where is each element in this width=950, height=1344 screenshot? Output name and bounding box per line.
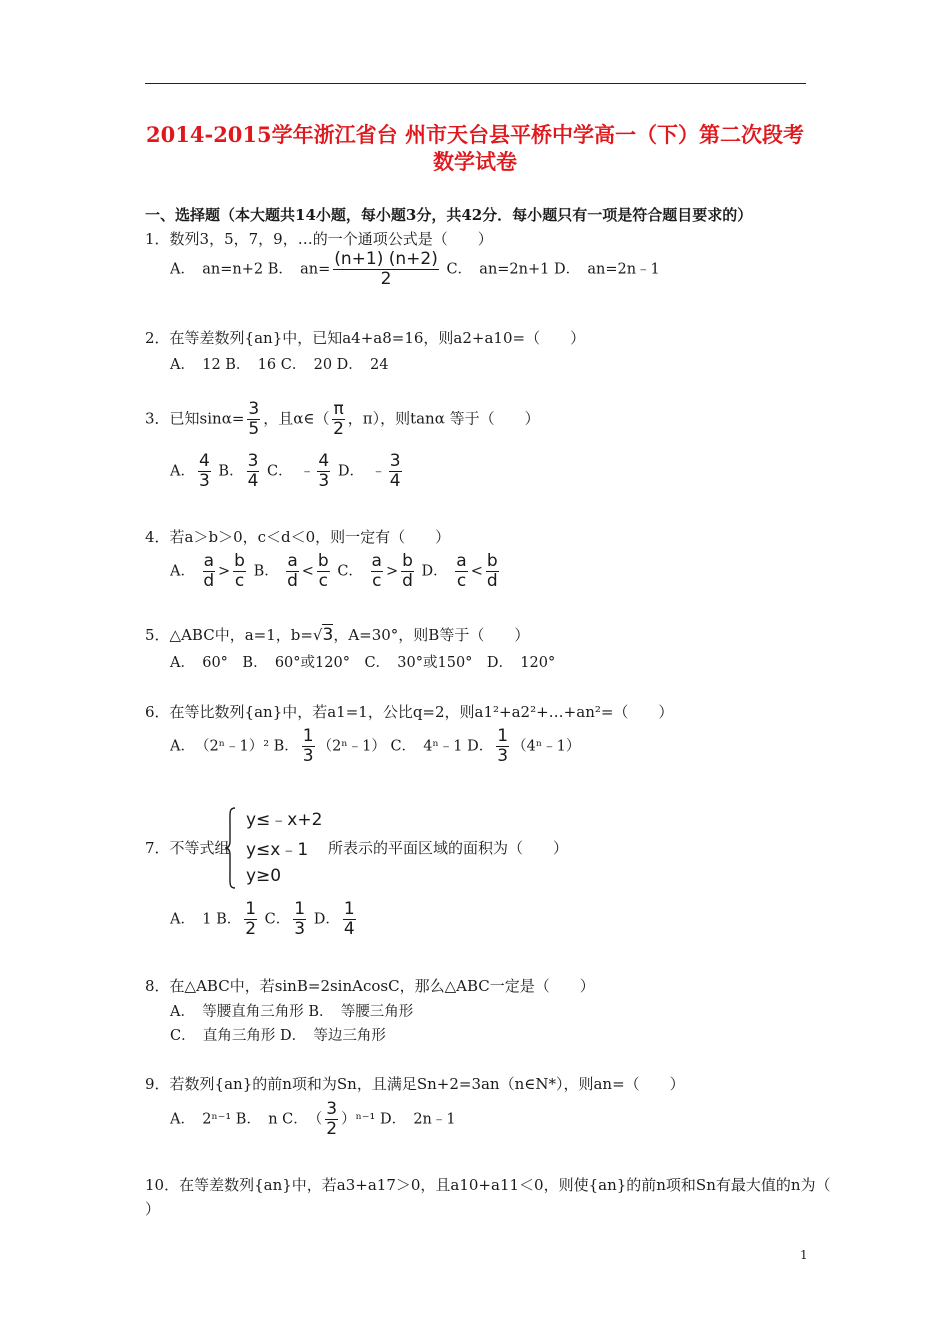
question-1-stem: 1．数列3，5，7，9，…的一个通项公式是（ ） xyxy=(145,230,493,248)
q6-option-d-expr: （4ⁿ﹣1） xyxy=(512,738,581,755)
question-7-options xyxy=(170,900,359,939)
q3-option-a: A． xyxy=(170,463,195,480)
question-5-stem xyxy=(145,624,529,645)
inequality-line-2: y≤x﹣1 xyxy=(246,840,309,860)
q4-option-b: B． xyxy=(253,563,279,580)
exam-title-line2: 数学试卷 xyxy=(433,149,517,174)
question-1-options xyxy=(170,250,660,289)
q3-bn: 3 xyxy=(247,451,259,471)
question-10-line2: ） xyxy=(145,1200,161,1218)
q3-suffix: ，π），则tanα 等于（ ） xyxy=(347,409,540,428)
q6-option-b: B． xyxy=(273,738,299,755)
question-7-suffix: 所表示的平面区域的面积为（ ） xyxy=(328,839,569,857)
q3-dd: 4 xyxy=(389,471,401,491)
q4-b-frac-right: $\frac{b}{c}$ xyxy=(317,551,329,591)
q3-cn: 4 xyxy=(318,451,330,471)
q6-b-den: 3 xyxy=(302,746,314,766)
q7-option-c: C． xyxy=(264,911,291,928)
q5-prefix: 5．△ABC中，a=1，b= xyxy=(145,626,313,644)
q3-n2: π xyxy=(333,399,344,419)
q3-sin-fraction xyxy=(247,400,260,439)
q1-option-b-label: B． an= xyxy=(267,261,331,278)
q3-c-fraction xyxy=(317,452,330,491)
question-6-stem: 6．在等比数列{an}中，若a1=1，公比q=2，则a1²+a2²+…+an²=（ ） xyxy=(145,703,674,721)
question-6-options xyxy=(170,727,580,766)
q6-option-b-expr: （2ⁿ﹣1） xyxy=(317,738,386,755)
q9-option-b: B． n xyxy=(235,1111,278,1128)
sqrt-icon: √ xyxy=(312,626,323,644)
question-3-stem xyxy=(145,400,540,439)
q4-d-frac-left: $\frac{a}{c}$ xyxy=(456,551,467,591)
q3-d2: 2 xyxy=(333,419,344,439)
q5-suffix: ，A=30°，则B等于（ ） xyxy=(333,626,530,644)
q7-cd: 3 xyxy=(294,919,306,939)
q3-an: 4 xyxy=(198,451,210,471)
question-4-stem: 4．若a＞b＞0，c＜d＜0，则一定有（ ） xyxy=(145,528,451,546)
question-2-options: A． 12 B． 16 C． 20 D． 24 xyxy=(170,357,389,373)
q3-d1: 5 xyxy=(248,419,260,439)
q6-option-d: D． xyxy=(467,738,494,755)
question-9-options xyxy=(170,1100,456,1139)
question-7-prefix: 7．不等式组 xyxy=(145,839,230,857)
q9-option-c-exp: ）ⁿ⁻¹ xyxy=(341,1111,376,1128)
question-8-options-row1: A． 等腰直角三角形 B． 等腰三角形 xyxy=(170,1004,414,1020)
q3-n1: 3 xyxy=(248,399,260,419)
q4-d-frac-right: $\frac{b}{d}$ xyxy=(486,551,498,591)
exam-title-line1: 2014-2015学年浙江省台 州市天台县平桥中学高一（下）第二次段考 xyxy=(146,122,804,147)
inequality-line-1: y≤﹣x+2 xyxy=(246,810,323,830)
q7-bn: 1 xyxy=(245,899,257,919)
q7-cn: 1 xyxy=(294,899,306,919)
q6-d-den: 3 xyxy=(497,746,509,766)
q9-cd: 2 xyxy=(326,1119,338,1139)
q4-c-frac-right: $\frac{b}{d}$ xyxy=(402,551,413,591)
q3-mid: ，且α∈（ xyxy=(263,409,330,428)
question-10-line1: 10．在等差数列{an}中，若a3+a17＞0，且a10+a11＜0，则使{an}的前n项和Sn有最大值的n为（ xyxy=(145,1176,831,1194)
q7-b-fraction xyxy=(244,900,257,939)
q9-option-a: A． 2ⁿ⁻¹ xyxy=(170,1111,232,1128)
q6-option-a: A． （2ⁿ﹣1）² xyxy=(170,738,270,755)
q7-dn: 1 xyxy=(343,899,355,919)
q1-option-d: D． an=2n﹣1 xyxy=(553,261,660,278)
page-number: 1 xyxy=(800,1248,808,1262)
q3-a-fraction xyxy=(198,452,211,491)
q3-pi-fraction xyxy=(332,400,344,439)
q1-option-b-fraction xyxy=(333,250,439,289)
q6-d-fraction xyxy=(496,727,509,766)
question-3-options xyxy=(170,452,405,491)
question-9-stem: 9．若数列{an}的前n项和为Sn，且满足Sn+2=3an（n∈N*），则an=（ ） xyxy=(145,1075,685,1093)
q7-option-b: B． xyxy=(216,911,242,928)
q3-option-d: D． ﹣ xyxy=(337,463,386,480)
section-heading: 一、选择题（本大题共14小题，每小题3分，共42分．每小题只有一项是符合题目要求的） xyxy=(145,206,753,224)
q4-option-d: D． xyxy=(421,563,448,580)
q9-cn: 3 xyxy=(326,1099,338,1119)
question-5-options: A． 60° B． 60°或120° C． 30°或150° D． 120° xyxy=(170,655,556,671)
q7-bd: 2 xyxy=(245,919,257,939)
q7-c-fraction xyxy=(293,900,306,939)
q3-cd: 3 xyxy=(318,471,330,491)
inequality-line-3: y≥0 xyxy=(246,866,282,886)
q3-d-fraction xyxy=(389,452,402,491)
q7-option-d: D． xyxy=(313,911,340,928)
q6-b-num: 1 xyxy=(302,726,314,746)
q4-c-frac-left: $\frac{a}{c}$ xyxy=(371,551,382,591)
q7-d-fraction xyxy=(343,900,356,939)
q4-b-frac-left: $\frac{a}{d}$ xyxy=(287,551,298,591)
q4-a-frac-right: $\frac{b}{c}$ xyxy=(234,551,245,591)
q6-option-c: C． 4ⁿ﹣1 xyxy=(390,738,463,755)
q7-dd: 4 xyxy=(343,919,355,939)
q4-option-c: C． xyxy=(337,563,363,580)
q4-option-a: A． xyxy=(170,563,195,580)
q7-option-a: A． 1 xyxy=(170,911,212,928)
question-8-options-row2: C． 直角三角形 D． 等边三角形 xyxy=(170,1028,386,1044)
question-4-options: A． $\frac{a}{d}$ > $\frac{b}{c}$ B． $\frac{a}{d}$ < $\frac{b}{c}$ C． $\frac{a}{c}$ > $\frac{b}{d}$ D． $\frac{a}{c}$ < $\frac{b}{d}$ xyxy=(170,551,498,591)
q3-dn: 3 xyxy=(389,451,401,471)
q1-b-denominator: 2 xyxy=(380,269,392,289)
q9-c-fraction xyxy=(325,1100,338,1139)
q6-b-fraction xyxy=(302,727,315,766)
q3-bd: 4 xyxy=(247,471,259,491)
q4-a-frac-left: $\frac{a}{d}$ xyxy=(203,551,215,591)
q1-b-numerator: (n+1) (n+2) xyxy=(334,249,438,269)
q1-option-c: C． an=2n+1 xyxy=(446,261,550,278)
question-2-stem: 2．在等差数列{an}中，已知a4+a8=16，则a2+a10=（ ） xyxy=(145,329,586,347)
header-rule xyxy=(145,83,806,84)
q9-option-c: C． （ xyxy=(282,1111,323,1128)
q3-ad: 3 xyxy=(198,471,210,491)
q3-prefix: 3．已知sinα= xyxy=(145,409,245,428)
q3-option-b: B． xyxy=(218,463,244,480)
q1-option-a: A． an=n+2 xyxy=(170,261,264,278)
q3-b-fraction xyxy=(247,452,260,491)
q6-d-num: 1 xyxy=(497,726,509,746)
question-8-stem: 8．在△ABC中，若sinB=2sinAcosC，那么△ABC一定是（ ） xyxy=(145,977,595,995)
q5-radicand: 3 xyxy=(322,625,334,645)
q9-option-d: D． 2n﹣1 xyxy=(379,1111,456,1128)
q3-option-c: C． ﹣ xyxy=(267,463,315,480)
left-brace-icon xyxy=(224,807,236,889)
